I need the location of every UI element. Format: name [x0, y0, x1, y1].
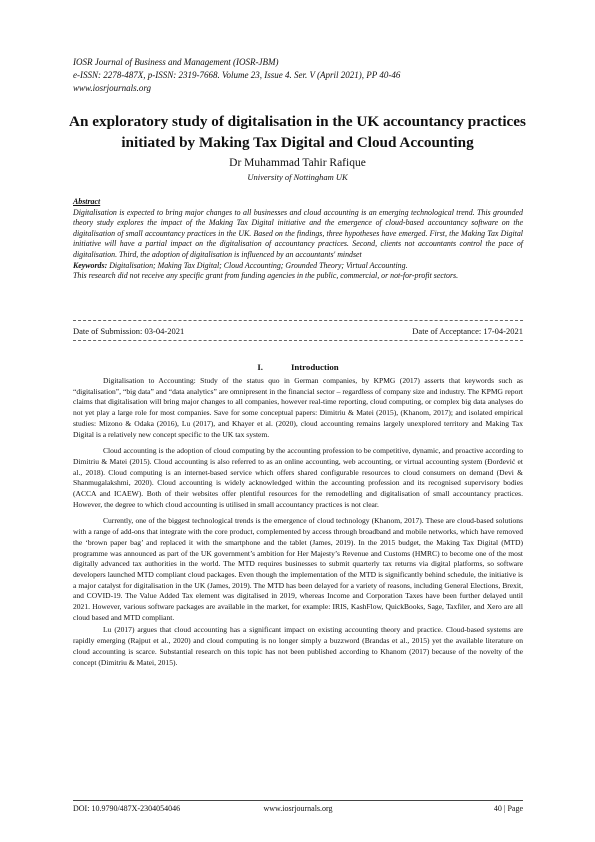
dates-row — [73, 326, 523, 336]
author-affiliation: University of Nottingham UK — [247, 172, 348, 182]
section-heading — [73, 362, 523, 372]
funding-statement: This research did not receive any specific grant from funding agencies in the public, commercial, or not-for-profit sectors. — [73, 271, 459, 281]
section-title: Introduction — [290, 362, 339, 372]
abstract-block — [73, 197, 523, 282]
paragraph: Currently, one of the biggest technological trends is the emergence of cloud technology (Khanom, 2017). These are cloud-based solutions with a range of add-ons that integrate with the core product, complemented by access through broadband and mobile networks, which have removed the ‘brown paper bag’ and replaced it with the smartphone and the tablet (James, 2019). In the 2015 budget, the Making Tax Digital (MTD) programme was announced as part of the UK government’s ambition for Her Majesty’s Revenue and Customs (HMRC) to become one of the most digitally advanced tax authorities in the world. The MTD requires businesses to submit quarterly tax returns via digital platforms, so software developers launched MTD compliant cloud packages. Even though the implementation of the MTD is significantly behind schedule, the initiative is a major catalyst for digitalisation in the UK (James, 2019). The MTD has been delayed for a variety of reasons, including General Elections, Brexit, and COVID-19. The Value Added Tax element was digitalised in 2019, whereas Income and Corporation Taxes have been further delayed until 2021. However, various software packages are available in the market, for example: IRIS, KashFlow, QuickBooks, Sage, Taxfiler, and Xero are all cloud based and MTD compliant. — [73, 516, 523, 622]
journal-issn: e-ISSN: 2278-487X, p-ISSN: 2319-7668. Volume 23, Issue 4. Ser. V (April 2021), PP 40-46 — [73, 70, 401, 80]
divider-top — [73, 320, 523, 321]
section-number: I. — [257, 362, 263, 372]
footer-rule — [73, 800, 523, 801]
keywords-line — [73, 261, 523, 272]
keywords-label: Keywords: — [73, 260, 108, 270]
footer-website[interactable]: www.iosrjournals.org — [263, 804, 333, 813]
page-footer — [73, 804, 523, 813]
keywords-text: Digitalisation; Making Tax Digital; Cloud Accounting; Grounded Theory; Virtual Accounting. — [109, 260, 408, 270]
footer-doi: DOI: 10.9790/487X-2304054046 — [73, 804, 181, 813]
page-number: 40 | Page — [493, 804, 523, 813]
divider-bottom — [73, 340, 523, 341]
paragraph: Cloud accounting is the adoption of cloud computing by the accounting profession to be competitive, dynamic, and proactive according to Dimitriu & Matei (2015). Cloud accounting is also referred to as an online accounting, web accounting, or virtual accounting system (Đorđević et al., 2018). Cloud computing is an internet-based service which offers shared configurable resources to cloud consumers on demand (Devi & Shanmugalakshmi, 2020). Cloud accounting is widely acknowledged within the accounting profession and its recognised supervisory bodies (ACCA and ICAEW). Both of their websites offer plentiful resources for the remodelling and digitalisation of small accountancy practices. However, the degree to which cloud accounting is utilised in small accountancy practices is not clear. — [73, 446, 523, 509]
journal-header — [73, 56, 400, 95]
paragraph: Digitalisation to Accounting: Study of the status quo in German companies, by KPMG (2017) asserts that keywords such as “digitalisation”, “big data” and “data analytics” are omnipresent in the financial sector – regardless of company size and industry. The KPMG report claims that digitalisation will bring major changes to all companies, however real-time reporting, cloud computing, or complex big data analyses do not yet play a large role for most companies. Save for some conceptual papers: Dimitriu & Matei (2015), (Khanom, 2017); and isolated empirical studies: Mizono & Odaka (2016), Lu (2017), and Khayer et al. (2020), cloud accounting remains largely unexplored territory and Making Tax Digital is a relatively new concept specific to the UK tax system. — [73, 376, 523, 439]
paper-title: An exploratory study of digitalisation in the UK accountancy practices initiated by Making Tax Digital and Cloud Accounting — [69, 113, 526, 151]
abstract-heading: Abstract — [73, 197, 101, 206]
acceptance-date: Date of Acceptance: 17-04-2021 — [412, 326, 523, 336]
journal-name: IOSR Journal of Business and Management (IOSR-JBM) — [73, 57, 279, 67]
body-text — [73, 376, 523, 670]
paragraph: Lu (2017) argues that cloud accounting has a significant impact on existing accounting theory and practice. Cloud-based systems are rapidly emerging (Rajput et al., 2020) and cloud computing is no longer simply a buzzword (Brandas et al., 2015) yet the available literature on cloud accounting is scarce. Substantial research on this topic has not been published according to Khanom (2017) because of the novelty of the concept (Dimitriu & Matei, 2015). — [73, 625, 523, 667]
submission-date: Date of Submission: 03-04-2021 — [73, 326, 185, 336]
author-name: Dr Muhammad Tahir Rafique — [229, 157, 366, 169]
journal-website[interactable]: www.iosrjournals.org — [73, 83, 152, 93]
abstract-text: Digitalisation is expected to bring major changes to all businesses and cloud accounting is an emerging technological trend. This grounded theory study explores the impact of the Making Tax Digital initiative and the emergence of cloud-based accountancy software on the digitalisation of small accountancy practices in the UK. Based on the findings, three hypotheses have emerged. First, the Making Tax Digital initiative will have a partial impact on the digitalisation of accountancy practices. Second, clients not accountants control the pace of digitalisation. Third, the adoption of digitalisation is influenced by an accountants' mindset — [73, 207, 523, 259]
